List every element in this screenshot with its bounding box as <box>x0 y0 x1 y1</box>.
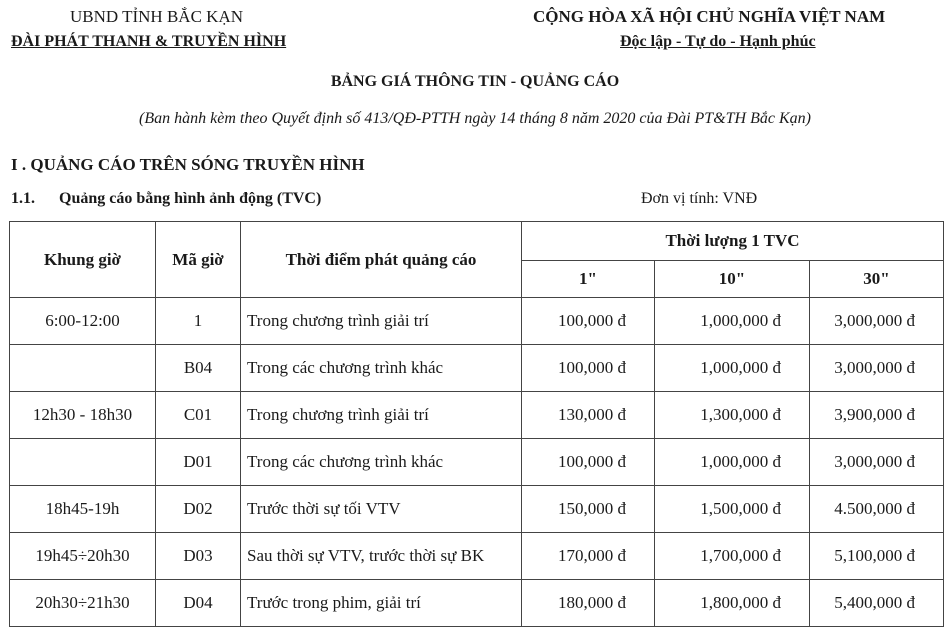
table-row <box>10 533 944 580</box>
cell-price-1s: 100,000 đ <box>522 298 655 345</box>
cell-price-10s: 1,700,000 đ <box>655 533 810 580</box>
cell-timeslot: 12h30 - 18h30 <box>10 392 156 439</box>
table-row <box>10 345 944 392</box>
cell-price-10s: 1,000,000 đ <box>655 298 810 345</box>
cell-price-10s: 1,000,000 đ <box>655 345 810 392</box>
cell-timeslot <box>10 439 156 486</box>
header-code: Mã giờ <box>156 222 241 298</box>
subsection-heading <box>11 190 321 208</box>
section-heading: I . QUẢNG CÁO TRÊN SÓNG TRUYỀN HÌNH <box>11 155 365 174</box>
cell-price-30s: 4.500,000 đ <box>810 486 944 533</box>
cell-price-1s: 150,000 đ <box>522 486 655 533</box>
header-timeslot: Khung giờ <box>10 222 156 298</box>
cell-price-1s: 170,000 đ <box>522 533 655 580</box>
table-row <box>10 486 944 533</box>
cell-price-10s: 1,800,000 đ <box>655 580 810 627</box>
cell-placement: Trong các chương trình khác <box>241 345 522 392</box>
table-row <box>10 580 944 627</box>
cell-price-30s: 3,900,000 đ <box>810 392 944 439</box>
unit-label: Đơn vị tính: VNĐ <box>641 190 758 207</box>
cell-price-1s: 180,000 đ <box>522 580 655 627</box>
cell-price-30s: 3,000,000 đ <box>810 439 944 486</box>
cell-price-30s: 3,000,000 đ <box>810 345 944 392</box>
cell-price-30s: 3,000,000 đ <box>810 298 944 345</box>
org-parent-name: UBND TỈNH BẮC KẠN <box>70 7 243 26</box>
cell-price-1s: 100,000 đ <box>522 439 655 486</box>
cell-price-10s: 1,500,000 đ <box>655 486 810 533</box>
cell-price-10s: 1,000,000 đ <box>655 439 810 486</box>
cell-price-1s: 130,000 đ <box>522 392 655 439</box>
cell-price-10s: 1,300,000 đ <box>655 392 810 439</box>
document-title: BẢNG GIÁ THÔNG TIN - QUẢNG CÁO <box>330 73 620 90</box>
cell-placement: Trong chương trình giải trí <box>241 392 522 439</box>
cell-code: D01 <box>156 439 241 486</box>
header-duration-10s: 10" <box>655 261 810 298</box>
header-duration-30s: 30" <box>810 261 944 298</box>
header-placement: Thời điểm phát quảng cáo <box>241 222 522 298</box>
header-duration-group: Thời lượng 1 TVC <box>522 222 944 261</box>
cell-timeslot: 20h30÷21h30 <box>10 580 156 627</box>
cell-code: D03 <box>156 533 241 580</box>
subsection-number: 1.1. <box>11 190 35 207</box>
cell-code: B04 <box>156 345 241 392</box>
cell-placement: Sau thời sự VTV, trước thời sự BK <box>241 533 522 580</box>
document-subtitle: (Ban hành kèm theo Quyết định số 413/QĐ-PTTH ngày 14 tháng 8 năm 2020 của Đài PT&TH Bắc Kạn) <box>139 110 811 127</box>
cell-price-30s: 5,400,000 đ <box>810 580 944 627</box>
cell-price-30s: 5,100,000 đ <box>810 533 944 580</box>
cell-timeslot: 19h45÷20h30 <box>10 533 156 580</box>
cell-price-1s: 100,000 đ <box>522 345 655 392</box>
cell-placement: Trước thời sự tối VTV <box>241 486 522 533</box>
subsection-title: Quảng cáo bằng hình ảnh động (TVC) <box>59 190 322 207</box>
cell-placement: Trước trong phim, giải trí <box>241 580 522 627</box>
nation-motto: Độc lập - Tự do - Hạnh phúc <box>620 33 816 50</box>
cell-timeslot: 18h45-19h <box>10 486 156 533</box>
table-row <box>10 439 944 486</box>
cell-placement: Trong chương trình giải trí <box>241 298 522 345</box>
org-name: ĐÀI PHÁT THANH & TRUYỀN HÌNH <box>11 33 287 50</box>
cell-placement: Trong các chương trình khác <box>241 439 522 486</box>
cell-code: 1 <box>156 298 241 345</box>
header-duration-1s: 1" <box>522 261 655 298</box>
price-table <box>9 221 944 627</box>
nation-title: CỘNG HÒA XÃ HỘI CHỦ NGHĨA VIỆT NAM <box>533 7 886 26</box>
table-row <box>10 298 944 345</box>
table-row <box>10 392 944 439</box>
table-header-row <box>10 222 944 261</box>
cell-code: D04 <box>156 580 241 627</box>
cell-code: C01 <box>156 392 241 439</box>
cell-timeslot: 6:00-12:00 <box>10 298 156 345</box>
cell-timeslot <box>10 345 156 392</box>
cell-code: D02 <box>156 486 241 533</box>
